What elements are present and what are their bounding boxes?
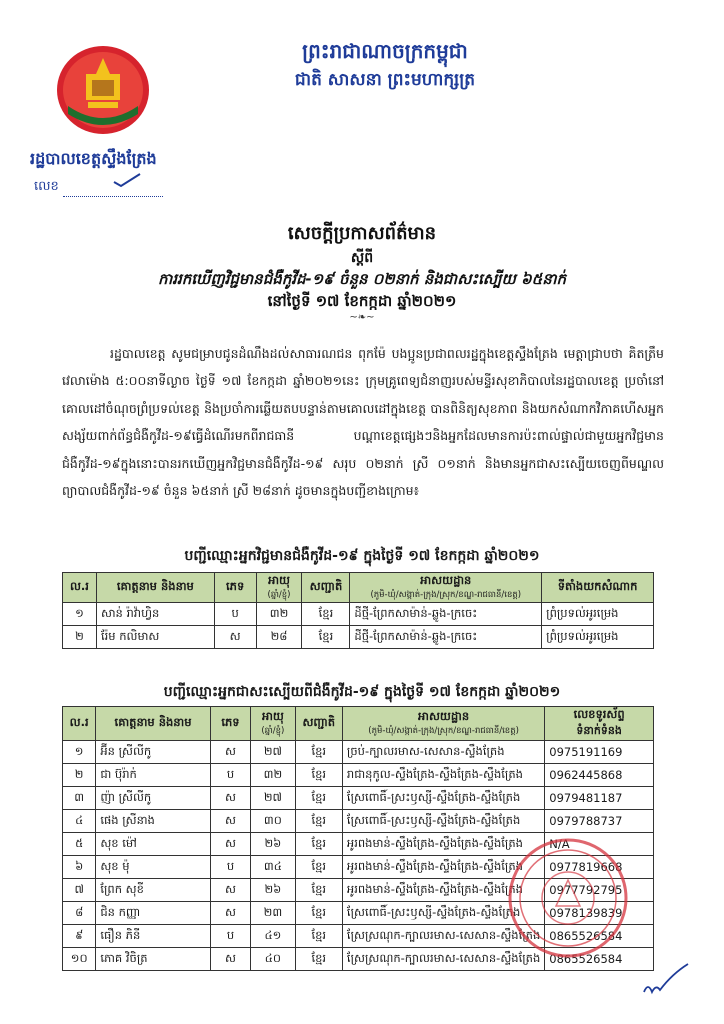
signature-icon bbox=[642, 962, 692, 1002]
age-label: អាយុ bbox=[268, 573, 290, 587]
cell-nationality: ខ្មែរ bbox=[295, 787, 342, 810]
cell-sex: ស bbox=[214, 626, 256, 649]
cell-no: ៨ bbox=[63, 902, 96, 925]
cell-no: ១ bbox=[63, 603, 97, 626]
phone-label: លេខទូរស័ព្ទ bbox=[573, 707, 625, 721]
cell-age: ៣៤ bbox=[251, 856, 295, 879]
cell-no: ៩ bbox=[63, 925, 96, 948]
recovered-caption: បញ្ជីឈ្មោះអ្នកជាសះស្បើយពីជំងឺកូវីដ-១៩ ក្នុងថ្ងៃទី ១៧ ខែកក្កដា ឆ្នាំ២០២១ bbox=[163, 684, 561, 700]
cell-sex: ស bbox=[210, 879, 250, 902]
cell-no: ២ bbox=[63, 626, 97, 649]
cell-nationality: ខ្មែរ bbox=[302, 603, 350, 626]
cell-name: ផេង ស្រីនាង bbox=[96, 810, 210, 833]
cell-sex: ស bbox=[210, 948, 250, 971]
table-header-row bbox=[63, 707, 654, 741]
cell-phone: 0978139839 bbox=[545, 902, 654, 925]
col-header-nationality: សញ្ជាតិ bbox=[302, 573, 350, 603]
cell-sex: ស bbox=[210, 810, 250, 833]
cell-no: ៥ bbox=[63, 833, 96, 856]
cell-address: ស្រែពោធិ៍-ស្រះឫស្សី-ស្ទឹងត្រែង-ស្ទឹងត្រែង bbox=[342, 810, 544, 833]
address-format: (ភូមិ-ឃុំ/សង្កាត់-ក្រុង/ស្រុក/ខណ្ឌ-រាជធានី/ខេត្ត) bbox=[368, 726, 519, 736]
cell-no: ៦ bbox=[63, 856, 96, 879]
ref-dotted-line bbox=[63, 196, 163, 197]
col-header-sex: ភេទ bbox=[214, 573, 256, 603]
col-header-age bbox=[251, 707, 295, 741]
table-row bbox=[63, 603, 654, 626]
col-header-age bbox=[256, 573, 302, 603]
positive-cases-caption: បញ្ជីឈ្មោះអ្នកវិជ្ជមានជំងឺកូវីដ-១៩ ក្នុងថ្ងៃទី ១៧ ខែកក្កដា ឆ្នាំ២០២១ bbox=[184, 548, 540, 564]
cell-age: ៣២ bbox=[256, 603, 302, 626]
cell-address: ដីថ្មី-ព្រែកសាម៉ាន់-ឆ្លូង-ក្រចេះ bbox=[350, 603, 542, 626]
announcement-body: រដ្ឋបាលខេត្ត សូមជម្រាបជូនដំណឹងដល់សាធារណជន ពុកម៉ែ បងប្អូនប្រជាពលរដ្ឋក្នុងខេត្តស្ទឹងត្រែង មេត្តាជ្រាបថា គិតត្រឹមវេលាម៉ោង ៥:០០នាទីល្ងាច ថ្ងៃទី ១៧ ខែកក្កដា ឆ្នាំ២០២១នេះ ក្រុមគ្រូពេទ្យជំនាញរបស់មន្ទីរសុខាភិបាលនៃរដ្ឋបាលខេត្ត ប្រចាំនៅគោលដៅចំណុចព្រំប្រទល់ខេត្ត និងប្រចាំការឆ្លើយតបបន្ទាន់តាមគោលដៅក្នុងខេត្ត បានពិនិត្យសុខភាព និងយកសំណាកវិភាគហើសអ្នកសង្ស័យពាក់ព័ន្ធជំងឺកូវីដ-១៩ធ្វើដំណើរមកពីរាជធានី បណ្តាខេត្តផ្សេងៗនិងអ្នកដែលមានការប៉ះពាល់ផ្ទាល់ជាមួយអ្នកវិជ្ជមានជំងឺកូវីដ-១៩ក្នុងនោះបានរកឃើញអ្នកវិជ្ជមានជំងឺកូវីដ-១៩ សរុប ០២នាក់ ស្រី ០១នាក់ និងមានអ្នកជាសះស្បើយចេញពីមណ្ឌលព្យាបាលជំងឺកូវីដ-១៩ ចំនួន ៦៥នាក់ ស្រី ២៨នាក់ ដូចមានក្នុងបញ្ជីខាងក្រោម៖ bbox=[62, 346, 664, 499]
cell-address: ស្រែពោធិ៍-ស្រះឫស្សី-ស្ទឹងត្រែង-ស្ទឹងត្រែង bbox=[342, 787, 544, 810]
ref-label: លេខ bbox=[34, 179, 59, 194]
announcement-title: សេចក្តីប្រកាសព័ត៌មាន bbox=[287, 223, 437, 244]
cell-phone: 0865526584 bbox=[545, 925, 654, 948]
cell-nationality: ខ្មែរ bbox=[295, 856, 342, 879]
table-header-row bbox=[63, 573, 654, 603]
cell-name: អ៊ីន ស្រីលីកូ bbox=[96, 741, 210, 764]
kingdom-motto bbox=[270, 38, 500, 92]
cell-phone: 0975191169 bbox=[545, 741, 654, 764]
table-row bbox=[63, 810, 654, 833]
cell-sample-site: ព្រំប្រទល់អូរម្រេង bbox=[542, 626, 654, 649]
cell-nationality: ខ្មែរ bbox=[302, 626, 350, 649]
col-header-no: ល.រ bbox=[63, 707, 96, 741]
cell-address: ដីថ្មី-ព្រែកសាម៉ាន់-ឆ្លូង-ក្រចេះ bbox=[350, 626, 542, 649]
cell-no: ១ bbox=[63, 741, 96, 764]
cell-phone: 0979481187 bbox=[545, 787, 654, 810]
cell-name: ជិន កញ្ញា bbox=[96, 902, 210, 925]
cell-nationality: ខ្មែរ bbox=[295, 948, 342, 971]
official-seal-icon bbox=[506, 836, 630, 960]
cell-name: ធឿន ភិនី bbox=[96, 925, 210, 948]
cell-no: ៤ bbox=[63, 810, 96, 833]
announcement-heading bbox=[140, 222, 584, 324]
cell-no: ៣ bbox=[63, 787, 96, 810]
cell-address: ស្រែស្រណុក-ក្បាលរមាស-សេសាន-ស្ទឹងត្រែង bbox=[342, 925, 544, 948]
address-format: (ភូមិ-ឃុំ/សង្កាត់-ក្រុង/ស្រុក/ខណ្ឌ-រាជធានី/ខេត្ត) bbox=[370, 590, 522, 600]
announcement-subject: ការរកឃើញវិជ្ជមានជំងឺកូវីដ-១៩ ចំនួន ០២នាក់ និងជាសះស្បើយ ៦៥នាក់ bbox=[157, 270, 567, 288]
cell-nationality: ខ្មែរ bbox=[295, 879, 342, 902]
cell-age: ៣២ bbox=[251, 764, 295, 787]
table-row bbox=[63, 626, 654, 649]
cell-address: អូរពងមាន់-ស្ទឹងត្រែង-ស្ទឹងត្រែង-ស្ទឹងត្រែង bbox=[342, 856, 544, 879]
cell-age: ៣០ bbox=[251, 810, 295, 833]
cell-name: សុខ ម៉ៅ bbox=[96, 833, 210, 856]
address-label: អាសយដ្ឋាន bbox=[420, 573, 472, 587]
col-header-name: គោត្តនាម និងនាម bbox=[96, 707, 210, 741]
col-header-no: ល.រ bbox=[63, 573, 97, 603]
table-row bbox=[63, 741, 654, 764]
cell-no: ៧ bbox=[63, 879, 96, 902]
reference-number bbox=[34, 178, 163, 197]
cell-nationality: ខ្មែរ bbox=[295, 741, 342, 764]
cell-nationality: ខ្មែរ bbox=[295, 764, 342, 787]
cell-address: អូរពងមាន់-ស្ទឹងត្រែង-ស្ទឹងត្រែង-ស្ទឹងត្រែង bbox=[342, 833, 544, 856]
age-label: អាយុ bbox=[261, 709, 284, 723]
announcement-about: ស្តីពី bbox=[350, 250, 374, 266]
cell-phone: 0962445868 bbox=[545, 764, 654, 787]
cell-no: ២ bbox=[63, 764, 96, 787]
cell-sex: ប bbox=[210, 764, 250, 787]
col-header-address bbox=[342, 707, 544, 741]
cell-sex: ស bbox=[210, 902, 250, 925]
kingdom-title: ព្រះរាជាណាចក្រកម្ពុជា bbox=[302, 39, 468, 63]
cell-name: ព្រែក សុខី bbox=[96, 879, 210, 902]
cell-name: រ៉ែម កលិមាស bbox=[96, 626, 214, 649]
cell-sex: ប bbox=[214, 603, 256, 626]
age-unit: (ឆ្នាំ/ខ្ញុំ) bbox=[261, 726, 285, 736]
cell-phone: 0977792795 bbox=[545, 879, 654, 902]
ornament-divider: ~❧~ bbox=[349, 312, 375, 323]
cell-phone: 0977819668 bbox=[545, 856, 654, 879]
cell-age: ២៧ bbox=[251, 787, 295, 810]
table-row bbox=[63, 787, 654, 810]
age-unit: (ឆ្នាំ/ខ្ញុំ) bbox=[267, 590, 291, 600]
administration-name: រដ្ឋបាលខេត្តស្ទឹងត្រែង bbox=[30, 149, 157, 168]
cell-nationality: ខ្មែរ bbox=[295, 810, 342, 833]
cell-sex: ប bbox=[210, 856, 250, 879]
col-header-name: គោត្តនាម និងនាម bbox=[96, 573, 214, 603]
cell-nationality: ខ្មែរ bbox=[295, 902, 342, 925]
cell-sex: ស bbox=[210, 741, 250, 764]
cell-address: រាជានុកូល-ស្ទឹងត្រែង-ស្ទឹងត្រែង-ស្ទឹងត្រែង bbox=[342, 764, 544, 787]
cell-phone: 0979788737 bbox=[545, 810, 654, 833]
cell-address: អូរពងមាន់-ស្ទឹងត្រែង-ស្ទឹងត្រែង-ស្ទឹងត្រែង bbox=[342, 879, 544, 902]
phone-sub-label: ទំនាក់ទំនង bbox=[576, 724, 622, 737]
address-label: អាសយដ្ឋាន bbox=[418, 709, 470, 723]
cell-nationality: ខ្មែរ bbox=[295, 833, 342, 856]
col-header-phone bbox=[545, 707, 654, 741]
cell-name: ជា ប៊ុរ៉ាក់ bbox=[96, 764, 210, 787]
col-header-sex: ភេទ bbox=[210, 707, 250, 741]
cell-age: ២៦ bbox=[251, 879, 295, 902]
cell-phone: N/A bbox=[545, 833, 654, 856]
table-row bbox=[63, 764, 654, 787]
cell-sample-site: ព្រំប្រទល់អូរម្រេង bbox=[542, 603, 654, 626]
cell-sex: ប bbox=[210, 925, 250, 948]
announcement-date: នៅថ្ងៃទី ១៧ ខែកក្កដា ឆ្នាំ២០២១ bbox=[267, 292, 457, 310]
cell-name: ញ៉ា ស្រីលីកូ bbox=[96, 787, 210, 810]
col-header-address bbox=[350, 573, 542, 603]
cell-age: ៤០ bbox=[251, 948, 295, 971]
cell-name: ភោគ វិចិត្រ bbox=[96, 948, 210, 971]
col-header-sample-site: ទីតាំងយកសំណាក bbox=[542, 573, 654, 603]
cell-age: ២៦ bbox=[251, 833, 295, 856]
cell-name: សាន់ រ៉ាវ៉ាហ្វិន bbox=[96, 603, 214, 626]
positive-cases-table bbox=[62, 572, 654, 649]
cell-age: ៤១ bbox=[251, 925, 295, 948]
cell-age: ២៧ bbox=[251, 741, 295, 764]
cell-address: ច្រប់-ក្បាលរមាស-សេសាន-ស្ទឹងត្រែង bbox=[342, 741, 544, 764]
cell-age: ២៣ bbox=[251, 902, 295, 925]
checkmark-icon bbox=[112, 172, 142, 192]
cell-sex: ស bbox=[210, 787, 250, 810]
cell-sex: ស bbox=[210, 833, 250, 856]
cell-nationality: ខ្មែរ bbox=[295, 925, 342, 948]
col-header-nationality: សញ្ជាតិ bbox=[295, 707, 342, 741]
cell-address: ស្រែស្រណុក-ក្បាលរមាស-សេសាន-ស្ទឹងត្រែង bbox=[342, 948, 544, 971]
cell-address: ស្រែពោធិ៍-ស្រះឫស្សី-ស្ទឹងត្រែង-ស្ទឹងត្រែង bbox=[342, 902, 544, 925]
cell-no: ១០ bbox=[63, 948, 96, 971]
cell-phone: 0865526584 bbox=[545, 948, 654, 971]
cell-age: ២៨ bbox=[256, 626, 302, 649]
provincial-emblem bbox=[48, 40, 158, 140]
national-motto: ជាតិ សាសនា ព្រះមហាក្សត្រ bbox=[294, 70, 476, 90]
cell-name: សុខ ម៉ុ bbox=[96, 856, 210, 879]
